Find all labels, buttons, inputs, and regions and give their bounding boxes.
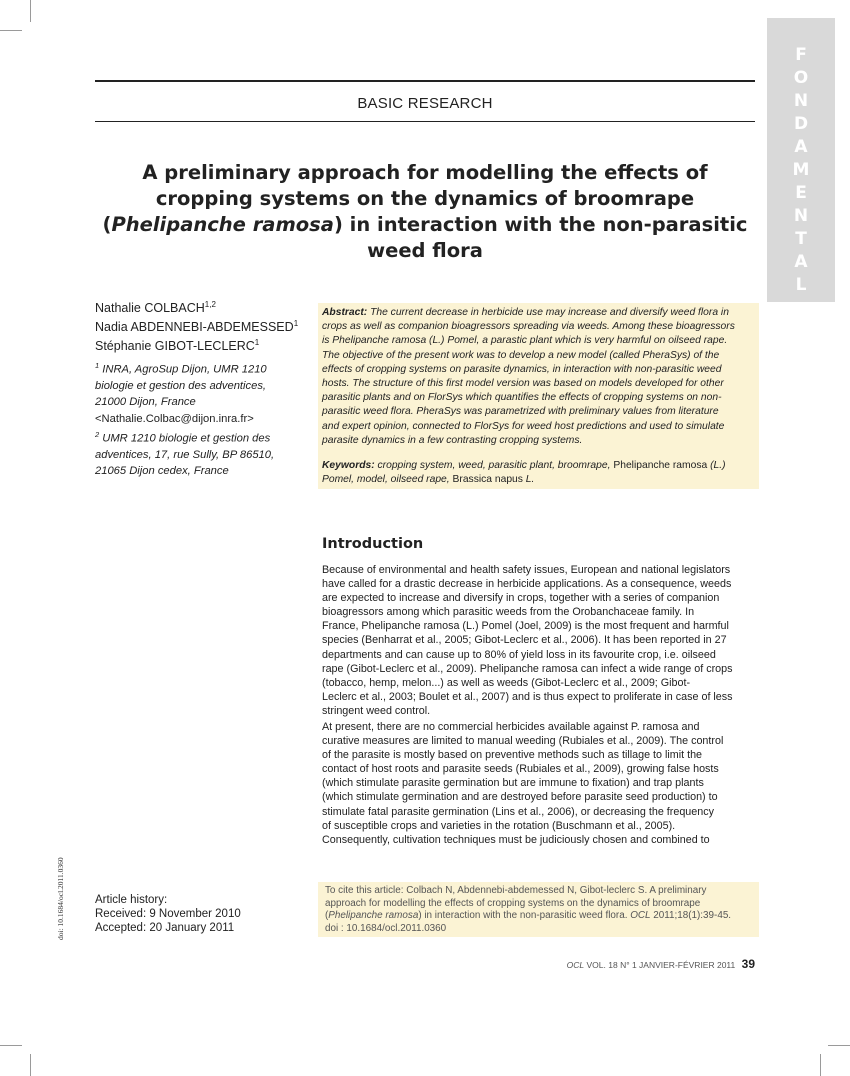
citation-doi[interactable]: doi : 10.1684/ocl.2011.0360 xyxy=(325,922,447,934)
side-letter: D xyxy=(793,114,809,134)
side-letter: N xyxy=(793,91,809,111)
side-letter: T xyxy=(795,229,807,249)
header-rule xyxy=(95,80,755,82)
crop-mark xyxy=(820,1054,821,1076)
title-line: cropping systems on the dynamics of broomrape xyxy=(155,187,695,210)
species-name: Phelipanche ramosa xyxy=(111,213,334,236)
crop-mark xyxy=(0,1045,22,1046)
section-side-label xyxy=(767,44,835,297)
author: Nadia ABDENNEBI-ABDEMESSED$^1$ xyxy=(95,319,299,335)
side-letter: F xyxy=(795,45,807,65)
title-line: (Phelipanche ramosa) in interaction with the non-parasitic xyxy=(102,213,748,236)
author: Stéphanie GIBOT-LECLERC$^1$ xyxy=(95,338,260,354)
page-footer xyxy=(95,957,755,971)
crop-mark xyxy=(828,1045,850,1046)
side-letter: O xyxy=(793,68,809,88)
journal-name: OCL xyxy=(566,960,585,970)
section-heading: BASIC RESEARCH xyxy=(357,95,493,112)
keywords: Keywords: cropping system, weed, parasitic plant, broomrape, Phelipanche ramosa (L.) Pomel, model, oilseed rape, Brassica napus L. xyxy=(322,460,726,486)
crop-mark xyxy=(0,30,22,31)
author-list xyxy=(95,297,298,354)
issue-info: VOL. 18 N° 1 JANVIER-FÉVRIER 2011 xyxy=(586,960,736,970)
side-letter: A xyxy=(794,252,808,272)
author: Nathalie COLBACH$^{1,2}$ xyxy=(95,300,216,316)
body-paragraph: At present, there are no commercial herbicides available against P. ramosa and curative measures are limited to manual weeding (Rubiales et al., 2009). The control of the parasite is mostly based on preventive methods such as tillage to limit the contact of host roots and parasite seeds (Rubiales et al., 2009), growing false hosts (which stimulate parasite germination but are immune to fixation) and trap plants (which stimulate germination and are destroyed before parasite seed production) to stimulate fatal parasite germination (Lins et al., 2006), or decreasing the frequency of susceptible crops and varieties in the rotation (Buschmann et al., 2005). Consequently, cultivation techniques must be judiciously chosen and combined to xyxy=(322,721,724,846)
side-letter: A xyxy=(794,137,808,157)
body-paragraph: Because of environmental and health safety issues, European and national legislators have called for a drastic decrease in herbicide applications. As a consequence, weeds are expected to increase and diversify in crops, together with a series of companion bioagressors among which parasitic weeds from the Orobanchaceae family. In France, Phelipanche ramosa (L.) Pomel (Joel, 2009) is the most frequent and harmful species (Benharrat et al., 2005; Gibot-Leclerc et al., 2006). It has been reported in 27 departments and can cause up to 80% of yield loss in its favourite crop, i.e. oilseed rape (Gibot-Leclerc et al., 2009). Phelipanche ramosa can infect a wide range of crops (tobacco, hemp, melon...) as well as weeds (Gibot-Leclerc et al., 2009; Gibot- Leclerc et al., 2003; Boulet et al., 2007) and is thus expect to proliferate in case of less stringent weed control. xyxy=(322,564,733,717)
page-number: 39 xyxy=(741,957,755,971)
header-rule-lower xyxy=(95,121,755,122)
abstract-label: Abstract: xyxy=(322,307,368,318)
side-letter: N xyxy=(793,206,809,226)
citation: To cite this article: Colbach N, Abdennebi-abdemessed N, Gibot-leclerc S. A preliminary approach for modelling the effects of cropping systems on the dynamics of broomrape (Phelipanche ramosa) in interaction with the non-parasitic weed flora. OCL 2011;18(1):39-45. doi : 10.1684/ocl.2011.0360 xyxy=(325,885,753,935)
title-line: A preliminary approach for modelling the effects of xyxy=(142,161,708,184)
crop-mark xyxy=(30,1054,31,1076)
side-letter: E xyxy=(795,183,807,203)
side-letter: M xyxy=(792,160,810,180)
keywords-label: Keywords: xyxy=(322,460,375,471)
title-line: weed flora xyxy=(367,239,483,262)
side-letter: L xyxy=(795,275,807,295)
author-email[interactable]: <Nathalie.Colbac@dijon.inra.fr> xyxy=(95,412,254,425)
abstract: Abstract: The current decrease in herbicide use may increase and diversify weed flora in crops as well as companion bioagressors spreading via weeds. Among these bioagressors is Phelipanche ramosa (L.) Pomel, a parastic plant which is very harmful on oilseed rape. The objective of the present work was to develop a new model (called PheraSys) of the effects of cropping systems on parasite dynamics, in interaction with non-parasitic weed hosts. The structure of this first model version was based on models developed for other parasitic plants and on FlorSys which quantifies the effects of cropping systems on non- parasitic weed flora. PheraSys was parametrized with preliminary values from literature and expert opinion, connected to FlorSys for weed host predictions and used to simulate parasite dynamics in a few contrasting cropping systems. xyxy=(322,307,735,446)
doi-side-label: doi: 10.1684/ocl.2011.0360 xyxy=(56,857,65,940)
introduction-heading: Introduction xyxy=(322,536,424,552)
article-title xyxy=(100,160,750,264)
affiliations: $^1$ INRA, AgroSup Dijon, UMR 1210 biologie et gestion des adventices, 21000 Dijon, France <Nathalie.Colbac@dijon.inra.fr> $^2$ UMR 1210 biologie et gestion des adventices, 17, rue Sully, BP 86510, 21065 Dijon cedex, France xyxy=(95,358,305,480)
crop-mark xyxy=(30,0,31,22)
article-history: Article history: Received: 9 November 2010 Accepted: 20 January 2011 xyxy=(95,894,241,934)
